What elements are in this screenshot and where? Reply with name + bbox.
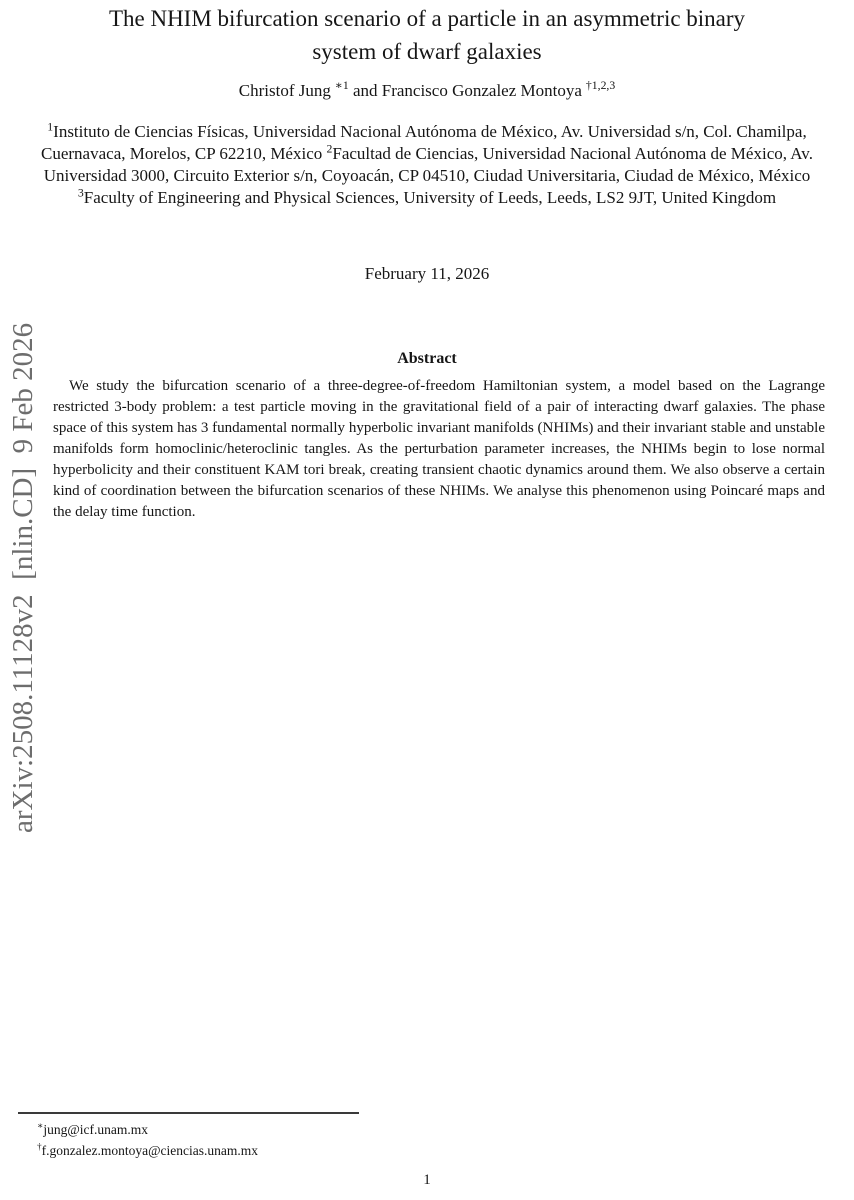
footnote-2-text: f.gonzalez.montoya@ciencias.unam.mx <box>41 1143 259 1158</box>
footnote-1-text: jung@icf.unam.mx <box>43 1122 148 1137</box>
authors-separator: and <box>348 81 382 100</box>
author-2-name: Francisco Gonzalez Montoya <box>381 81 582 100</box>
footnote-1-marker: ∗ <box>37 1121 44 1132</box>
author-1-footnote-marker: ∗1 <box>334 79 349 93</box>
affiliation-1-marker: 1 <box>47 120 54 134</box>
authors-line <box>0 81 854 101</box>
affiliations-block <box>27 121 827 209</box>
affiliation-2-marker: 2 <box>326 142 333 156</box>
abstract-heading: Abstract <box>397 350 457 367</box>
paper-title-line-1: The NHIM bifurcation scenario of a particle in an asymmetric binary <box>108 6 746 31</box>
footnotes-block <box>18 1119 498 1161</box>
affiliation-3 <box>78 188 776 207</box>
page-number: 1 <box>423 1172 431 1188</box>
date-line: February 11, 2026 <box>364 264 490 283</box>
footnote-email-2 <box>18 1140 498 1161</box>
affiliation-2-text: Facultad de Ciencias, Universidad Nacional Autónoma de México, Av. Universidad 3000, Circuito Exterior s/n, Coyoacán, CP 04510, Ciudad Universitaria, Ciudad de México, México <box>43 144 813 185</box>
abstract-text: We study the bifurcation scenario of a three-degree-of-freedom Hamiltonian system, a model based on the Lagrange restricted 3-body problem: a test particle moving in the gravitational field of a pair of interacting dwarf galaxies. The phase space of this system has 3 fundamental normally hyperbolic invariant manifolds (NHIMs) and their invariant stable and unstable manifolds form homoclinic/heteroclinic tangles. As the perturbation parameter increases, the NHIMs begin to lose normal hyperbolicity and their constituent KAM tori break, creating transient chaotic dynamics around them. We also observe a certain kind of coordination between the bifurcation scenarios of these NHIMs. We analyse this phenomenon using Poincaré maps and the delay time function. <box>53 378 825 520</box>
paper-title <box>0 2 854 68</box>
author-1-name: Christof Jung <box>238 81 331 100</box>
paper-title-line-2: system of dwarf galaxies <box>312 39 542 64</box>
footnote-rule <box>18 1112 359 1114</box>
affiliation-3-text: Faculty of Engineering and Physical Sciences, University of Leeds, Leeds, LS2 9JT, United Kingdom <box>83 188 777 207</box>
affiliation-3-marker: 3 <box>77 186 84 200</box>
affiliation-1-text: Instituto de Ciencias Físicas, Universidad Nacional Autónoma de México, Av. Universidad s/n, Col. Chamilpa, Cuernavaca, Morelos, CP 62210, México <box>41 122 807 163</box>
footnote-email-1 <box>18 1119 498 1140</box>
arxiv-watermark: arXiv:2508.11128v2 [nlin.CD] 9 Feb 2026 <box>7 322 39 833</box>
author-2-footnote-marker: †1,2,3 <box>585 79 616 93</box>
footnote-2-marker: † <box>37 1142 42 1153</box>
